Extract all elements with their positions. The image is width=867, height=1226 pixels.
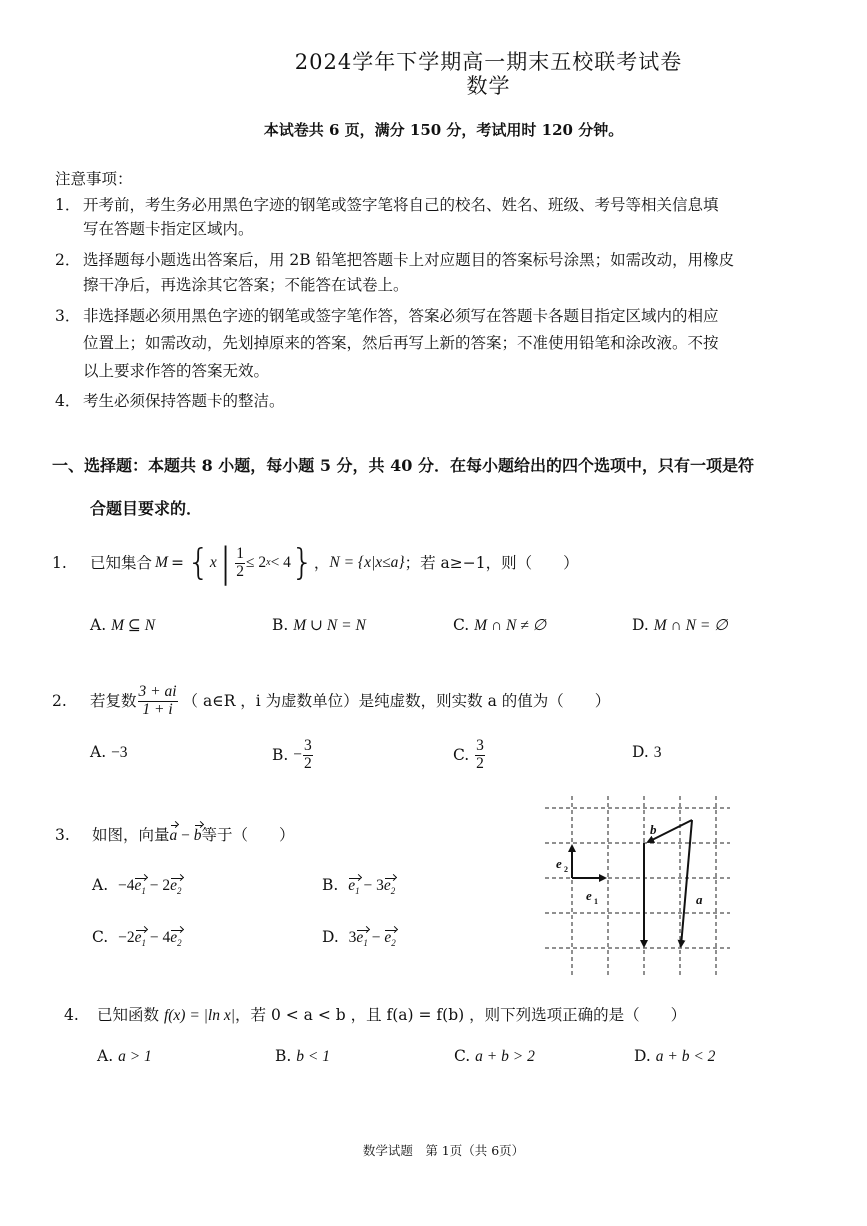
q4-option-b[interactable] (275, 1047, 330, 1066)
q2-option-c[interactable] (453, 733, 486, 777)
label-b: b (650, 822, 657, 837)
option-label: C. (454, 1047, 471, 1065)
coef-2: − 3 (359, 877, 384, 894)
q1-number: 1. (52, 554, 67, 572)
option-label: A. (90, 743, 107, 761)
q1-condition: ；若 a≥−1，则（ ） (404, 554, 579, 572)
note-2-line-2: 擦干净后，再选涂其它答案；不能答在试卷上。 (83, 276, 409, 294)
note-3-line-2: 位置上；如需改动，先划掉原来的答案，然后再写上新的答案；不准使用铅笔和涂改液。不按 (83, 334, 719, 352)
q4-option-c[interactable] (454, 1047, 535, 1066)
q4-number: 4. (64, 1006, 79, 1024)
q1-var-x: x (209, 554, 217, 571)
vector-e1 (356, 929, 367, 948)
frac-num: 3 (304, 737, 312, 755)
q3-option-b[interactable] (322, 876, 395, 896)
q3-minus: − (177, 827, 194, 844)
e-letter: e (170, 929, 178, 946)
e-sub: 2 (390, 886, 396, 897)
q1-half-num: 1 (236, 545, 244, 563)
section1-heading-cont: 合题目要求的． (90, 499, 203, 518)
q1-option-b[interactable] (272, 616, 366, 635)
q2-frac-num: 3 + ai (138, 683, 177, 701)
q1-option-c[interactable] (453, 616, 546, 635)
q4-prefix: 已知函数 (97, 1006, 160, 1024)
page-footer: 数学试题 第 1页（共 6页） (362, 1143, 525, 1158)
q1-option-d[interactable] (632, 616, 728, 635)
q3-option-a[interactable] (92, 876, 182, 896)
q3-option-d[interactable] (322, 928, 396, 948)
e-sub: 1 (363, 938, 368, 949)
e-letter: e (170, 877, 178, 894)
grid-lines (545, 796, 730, 976)
label-a: a (696, 892, 703, 907)
q1-lt4: < 4 (270, 554, 291, 571)
q2-number: 2. (52, 692, 67, 710)
q3-stem (92, 823, 295, 848)
q4-option-a[interactable] (97, 1047, 152, 1066)
q1-stem (90, 536, 579, 590)
coef-1: −2 (118, 929, 135, 946)
q1-option-a[interactable] (90, 616, 155, 635)
note-3-line-3: 以上要求作答的答案无效。 (83, 362, 270, 380)
vector-e1 (348, 877, 359, 896)
notes-heading: 注意事项： (55, 170, 133, 188)
vector-e2 (384, 929, 395, 948)
option-label: A. (92, 876, 109, 894)
note-4-num: 4． (55, 392, 81, 410)
option-text: −3 (111, 744, 128, 761)
e-sub: 1 (355, 886, 360, 897)
q1-set-m: M (155, 554, 168, 571)
option-fraction (475, 738, 485, 772)
option-text: a + b > 2 (475, 1048, 535, 1065)
e-letter: e (356, 929, 364, 946)
option-label: B. (275, 1047, 292, 1065)
coef-2: − 2 (145, 877, 171, 894)
q1-fraction-half (235, 546, 245, 580)
option-text: M ⊆ N (111, 617, 156, 634)
q2-fraction (138, 684, 178, 718)
q3-vector-b: b (194, 824, 202, 848)
q2-condition: （ a∈R ，i 为虚数单位）是纯虚数，则实数 a 的值为（ ） (182, 692, 611, 710)
q3-suffix: 等于（ ） (201, 826, 295, 844)
exam-info: 本试卷共 6 页，满分 150 分，考试用时 120 分钟。 (263, 121, 624, 139)
q2-option-d[interactable] (632, 743, 662, 762)
e-letter: e (383, 877, 391, 894)
frac-num: 3 (476, 737, 484, 755)
option-label: D. (632, 616, 649, 634)
option-sign: − (293, 746, 303, 763)
exam-title: 2024学年下学期高一期末五校联考试卷 (294, 50, 683, 74)
q1-set-n: N = {x|x≤a} (329, 554, 405, 571)
e-sub: 2 (177, 938, 182, 949)
q2-option-b[interactable] (272, 733, 314, 777)
e-sub: 2 (391, 938, 396, 949)
vector-e1 (135, 929, 146, 948)
q1-ineq: ≤ 2 (245, 554, 267, 571)
q4-function: f(x) = |ln x| (163, 1007, 236, 1024)
option-label: D. (634, 1047, 651, 1065)
frac-den: 2 (476, 754, 484, 772)
coef-1: −4 (117, 877, 135, 894)
vector-e2 (170, 877, 181, 896)
q1-exponent: x (266, 557, 271, 568)
vector-e2 (384, 877, 395, 896)
option-label: B. (272, 616, 289, 634)
q3-prefix: 如图，向量 (92, 826, 170, 844)
option-text: a > 1 (118, 1048, 152, 1065)
e-letter: e (134, 929, 142, 946)
e-letter: e (384, 929, 392, 946)
option-label: B. (272, 746, 289, 764)
e-sub: 1 (141, 886, 146, 897)
e-sub: 1 (141, 938, 146, 949)
option-label: C. (92, 928, 109, 946)
q1-half-den: 2 (236, 562, 244, 580)
q3-vector-grid-figure (540, 796, 735, 981)
option-text: M ∪ N = N (293, 617, 366, 634)
coef-1: 3 (348, 929, 357, 946)
e-letter: e (134, 877, 142, 894)
q1-bar-icon: | (218, 540, 233, 586)
label-e1: e (586, 888, 592, 903)
q1-prefix: 已知集合 (90, 554, 153, 572)
q2-prefix: 若复数 (90, 692, 137, 710)
note-1-line-1: 开考前，考生务必用黑色字迹的钢笔或签字笔将自己的校名、姓名、班级、考号等相关信息填 (83, 196, 719, 214)
option-label: D. (322, 928, 339, 946)
vector-e2 (170, 929, 181, 948)
coef-2: − 4 (145, 929, 171, 946)
option-text: b < 1 (296, 1048, 330, 1065)
q4-option-d[interactable] (634, 1047, 715, 1066)
e-letter: e (348, 877, 356, 894)
q1-equals: = (170, 554, 184, 572)
vector-a-arrow (681, 820, 692, 946)
q2-option-a[interactable] (90, 743, 128, 762)
note-2-num: 2． (55, 251, 81, 269)
label-e1-sub: 1 (594, 897, 598, 906)
option-label: A. (97, 1047, 114, 1065)
option-text: M ∩ N = ∅ (653, 617, 728, 634)
option-label: C. (453, 746, 470, 764)
subject-title: 数学 (466, 74, 511, 98)
q3-option-c[interactable] (92, 928, 182, 948)
note-2-line-1: 选择题每小题选出答案后，用 2B 铅笔把答题卡上对应题目的答案标号涂黑；如需改动，用橡皮 (83, 251, 735, 269)
q2-stem (90, 678, 610, 724)
label-e2-sub: 2 (564, 865, 568, 874)
note-1-num: 1． (55, 196, 81, 214)
option-label: A. (90, 616, 107, 634)
q1-right-brace-icon: } (290, 542, 314, 583)
note-4-line-1: 考生必须保持答题卡的整洁。 (83, 392, 285, 410)
q2-frac-den: 1 + i (142, 700, 173, 718)
option-label: D. (632, 743, 649, 761)
note-1-line-2: 写在答题卡指定区域内。 (83, 220, 254, 238)
note-3-line-1: 非选择题必须用黑色字迹的钢笔或签字笔作答，答案必须写在答题卡各题目指定区域内的相应 (83, 307, 719, 325)
note-3-num: 3． (55, 307, 81, 325)
option-label: B. (322, 876, 339, 894)
vector-e1 (134, 877, 145, 896)
label-e2: e (556, 856, 562, 871)
option-text: M ∩ N ≠ ∅ (474, 617, 547, 634)
coef-2: − (367, 929, 385, 946)
section1-heading: 一、选择题：本题共 8 小题，每小题 5 分，共 40 分．在每小题给出的四个选项中，只有一项是符 (52, 456, 754, 475)
e-sub: 2 (177, 886, 182, 897)
frac-den: 2 (304, 754, 312, 772)
q1-left-brace-icon: { (186, 542, 210, 583)
option-text: 3 (653, 744, 662, 761)
q3-vector-a: a (170, 824, 178, 848)
option-text: a + b < 2 (655, 1048, 716, 1065)
q4-condition: ，若 0 < a < b ，且 f(a) = f(b) ，则下列选项正确的是（ ） (235, 1006, 687, 1024)
q1-comma: ， (313, 554, 330, 572)
q4-stem (97, 1003, 686, 1028)
q3-number: 3. (55, 826, 70, 844)
option-fraction (303, 738, 313, 772)
option-label: C. (453, 616, 470, 634)
vectors (572, 820, 692, 946)
